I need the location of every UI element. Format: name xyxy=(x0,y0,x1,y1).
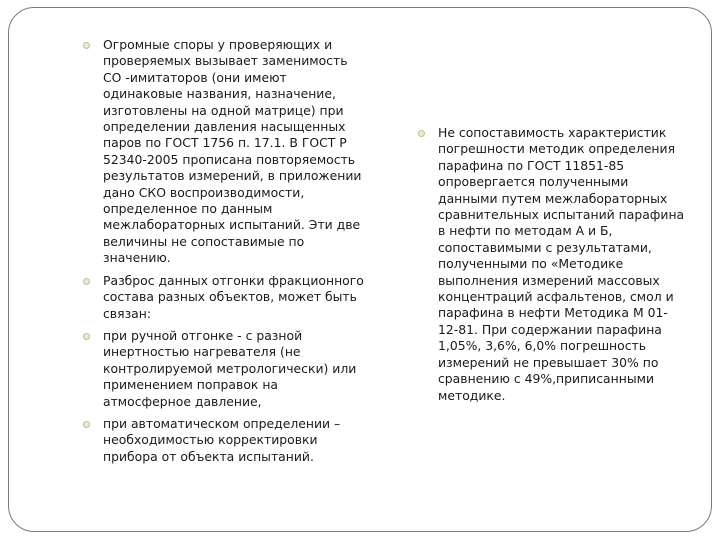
bullet-item xyxy=(418,125,688,404)
bullet-text: при автоматическом определении – необходимостью корректировки прибора от объекта испытаний. xyxy=(103,415,341,464)
left-column xyxy=(83,37,365,471)
bullet-icon xyxy=(83,421,90,428)
bullet-text: Разброс данных отгонки фракционного состава разных объектов, может быть связан: xyxy=(103,272,364,321)
bullet-icon xyxy=(83,278,90,285)
bullet-text: Не сопоставимость характеристик погрешности методик определения парафина по ГОСТ 11851-85 опровергается полученными данными путем межлабораторных сравнительных испытаний парафина в нефти по методам А и Б, сопоставимыми с результатами, полученными по «Методике выполнения измерений массовых концентраций асфальтенов, смол и парафина в нефти Методика М 01-12-81. При содержании парафина 1,05%, 3,6%, 6,0% погрешность измерений не превышает 30% по сравнению с 49%,приписанными методике. xyxy=(438,125,685,403)
slide-frame xyxy=(8,7,712,532)
bullet-item xyxy=(83,37,365,267)
bullet-item xyxy=(83,416,365,465)
bullet-item xyxy=(83,328,365,410)
bullet-icon xyxy=(83,333,90,340)
bullet-icon xyxy=(418,130,425,137)
right-column xyxy=(418,125,688,410)
bullet-item xyxy=(83,273,365,322)
bullet-text: Огромные споры у проверяющих и проверяемых вызывает заменимость СО -имитаторов (они имеют одинаковые названия, назначение, изготовлены на одной матрице) при определении давления насыщенных паров по ГОСТ 1756 п. 17.1. В ГОСТ Р 52340-2005 прописана повторяемость результатов измерений, в приложении дано СКО воспроизводимости, определенное по данным межлабораторных испытаний. Эти две величины не сопоставимые по значению. xyxy=(103,37,362,266)
bullet-icon xyxy=(83,42,90,49)
bullet-text: при ручной отгонке - с разной инертностью нагревателя (не контролируемой метрологически) или применением поправок на атмосферное давление, xyxy=(103,327,357,409)
